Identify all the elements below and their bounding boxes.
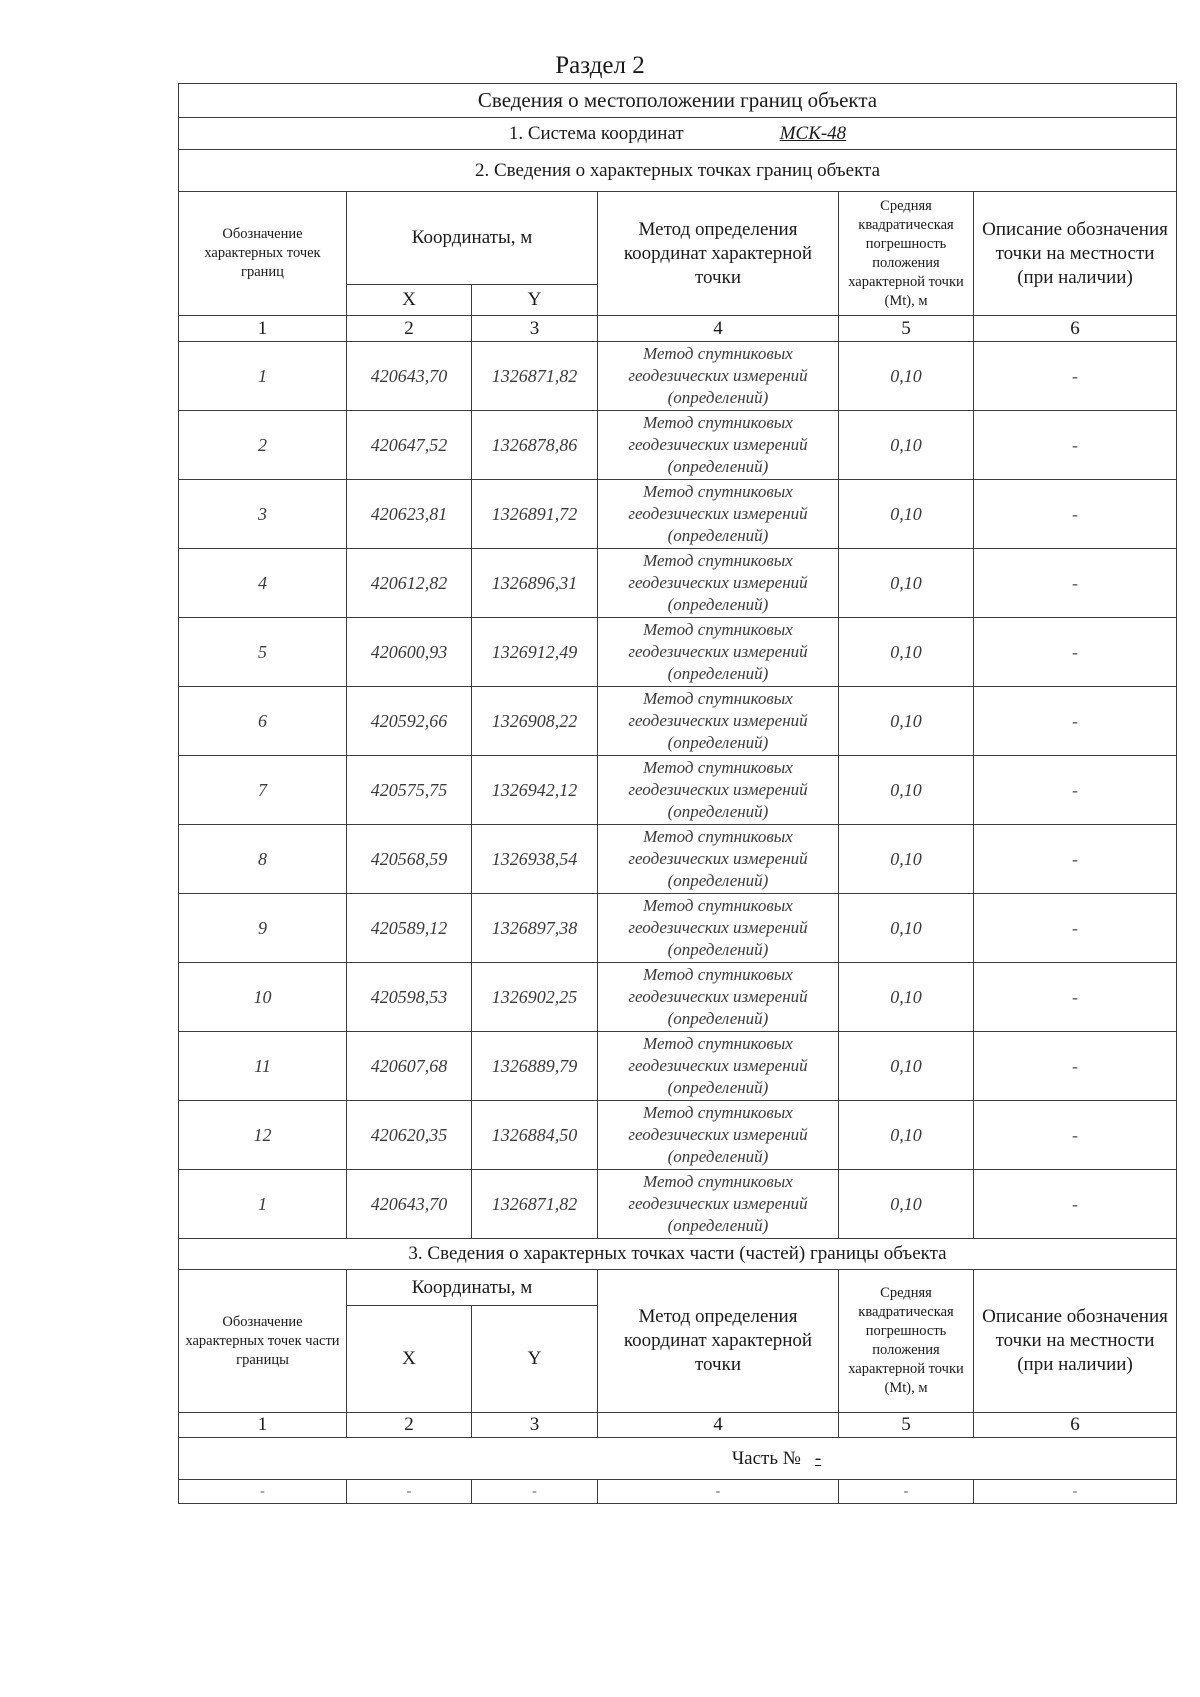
parts-header-y: Y (472, 1306, 598, 1413)
table-row (179, 756, 1177, 825)
table-row (179, 549, 1177, 618)
point-y-cell: 1326871,82 (472, 1170, 598, 1239)
part-empty-cell: - (974, 1480, 1177, 1504)
point-description-cell: - (974, 549, 1177, 618)
table-row (179, 894, 1177, 963)
point-description-cell: - (974, 963, 1177, 1032)
point-method-cell: Метод спутниковых геодезических измерений (определений) (598, 342, 839, 411)
column-number: 3 (472, 1413, 598, 1438)
parts-header-description: Описание обозначения точки на местности (при наличии) (974, 1270, 1177, 1413)
point-error-cell: 0,10 (839, 1170, 974, 1239)
point-method-cell: Метод спутниковых геодезических измерений (определений) (598, 480, 839, 549)
coord-system-value: МСК-48 (779, 122, 847, 144)
header-error: Средняя квадратическая погрешность положения характерной точки (Mt), м (839, 192, 974, 316)
point-error-cell: 0,10 (839, 480, 974, 549)
point-x-cell: 420643,70 (347, 1170, 472, 1239)
header-description: Описание обозначения точки на местности (при наличии) (974, 192, 1177, 316)
table-title-row (179, 84, 1177, 118)
parts-header-designation: Обозначение характерных точек части границы (179, 1270, 347, 1413)
part-number-row (179, 1438, 1177, 1480)
column-number: 6 (974, 316, 1177, 342)
point-id-cell: 9 (179, 894, 347, 963)
point-y-cell: 1326889,79 (472, 1032, 598, 1101)
point-x-cell: 420607,68 (347, 1032, 472, 1101)
point-id-cell: 3 (179, 480, 347, 549)
point-description-cell: - (974, 1170, 1177, 1239)
table-row (179, 687, 1177, 756)
point-id-cell: 11 (179, 1032, 347, 1101)
point-y-cell: 1326942,12 (472, 756, 598, 825)
point-error-cell: 0,10 (839, 756, 974, 825)
point-id-cell: 5 (179, 618, 347, 687)
point-method-cell: Метод спутниковых геодезических измерений (определений) (598, 1032, 839, 1101)
point-y-cell: 1326878,86 (472, 411, 598, 480)
column-number: 5 (839, 1413, 974, 1438)
point-method-cell: Метод спутниковых геодезических измерений (определений) (598, 618, 839, 687)
point-method-cell: Метод спутниковых геодезических измерений (определений) (598, 963, 839, 1032)
point-description-cell: - (974, 342, 1177, 411)
table-row (179, 411, 1177, 480)
point-y-cell: 1326871,82 (472, 342, 598, 411)
point-description-cell: - (974, 411, 1177, 480)
boundary-table (178, 83, 1177, 1504)
point-method-cell: Метод спутниковых геодезических измерений (определений) (598, 549, 839, 618)
point-y-cell: 1326897,38 (472, 894, 598, 963)
header-row (179, 192, 1177, 285)
point-y-cell: 1326896,31 (472, 549, 598, 618)
point-method-cell: Метод спутниковых геодезических измерений (определений) (598, 756, 839, 825)
parts-section-row (179, 1239, 1177, 1270)
section-title: Раздел 2 (555, 52, 645, 79)
table-row (179, 342, 1177, 411)
point-description-cell: - (974, 687, 1177, 756)
parts-section-title: 3. Сведения о характерных точках части (частей) границы объекта (179, 1239, 1177, 1270)
parts-header-coordinates: Координаты, м (347, 1270, 598, 1306)
part-empty-cell: - (839, 1480, 974, 1504)
point-method-cell: Метод спутниковых геодезических измерений (определений) (598, 687, 839, 756)
point-x-cell: 420592,66 (347, 687, 472, 756)
point-error-cell: 0,10 (839, 618, 974, 687)
point-description-cell: - (974, 480, 1177, 549)
point-description-cell: - (974, 1101, 1177, 1170)
parts-header-method: Метод определения координат характерной точки (598, 1270, 839, 1413)
parts-header-error: Средняя квадратическая погрешность положения характерной точки (Mt), м (839, 1270, 974, 1413)
column-number: 1 (179, 1413, 347, 1438)
point-y-cell: 1326908,22 (472, 687, 598, 756)
point-x-cell: 420575,75 (347, 756, 472, 825)
point-x-cell: 420568,59 (347, 825, 472, 894)
table-row (179, 480, 1177, 549)
point-description-cell: - (974, 825, 1177, 894)
column-number: 4 (598, 316, 839, 342)
column-number: 1 (179, 316, 347, 342)
point-x-cell: 420620,35 (347, 1101, 472, 1170)
point-y-cell: 1326902,25 (472, 963, 598, 1032)
points-section-title: 2. Сведения о характерных точках границ объекта (179, 150, 1177, 192)
point-id-cell: 12 (179, 1101, 347, 1170)
point-x-cell: 420600,93 (347, 618, 472, 687)
part-empty-row (179, 1480, 1177, 1504)
table-row (179, 825, 1177, 894)
part-number-value: - (814, 1447, 822, 1469)
point-id-cell: 1 (179, 1170, 347, 1239)
coord-system-row (179, 118, 1177, 150)
point-description-cell: - (974, 756, 1177, 825)
point-error-cell: 0,10 (839, 825, 974, 894)
parts-column-numbers-row (179, 1413, 1177, 1438)
point-error-cell: 0,10 (839, 342, 974, 411)
point-error-cell: 0,10 (839, 1101, 974, 1170)
header-x: X (347, 285, 472, 316)
point-method-cell: Метод спутниковых геодезических измерений (определений) (598, 411, 839, 480)
point-id-cell: 2 (179, 411, 347, 480)
points-body (179, 342, 1177, 1239)
point-error-cell: 0,10 (839, 894, 974, 963)
column-number: 2 (347, 1413, 472, 1438)
point-x-cell: 420647,52 (347, 411, 472, 480)
point-id-cell: 4 (179, 549, 347, 618)
column-number: 5 (839, 316, 974, 342)
column-number: 2 (347, 316, 472, 342)
column-number: 6 (974, 1413, 1177, 1438)
point-error-cell: 0,10 (839, 411, 974, 480)
point-x-cell: 420643,70 (347, 342, 472, 411)
point-y-cell: 1326884,50 (472, 1101, 598, 1170)
point-x-cell: 420589,12 (347, 894, 472, 963)
parts-header-row (179, 1270, 1177, 1306)
part-empty-cell: - (347, 1480, 472, 1504)
point-error-cell: 0,10 (839, 549, 974, 618)
column-numbers-row (179, 316, 1177, 342)
point-description-cell: - (974, 894, 1177, 963)
point-id-cell: 7 (179, 756, 347, 825)
point-id-cell: 1 (179, 342, 347, 411)
point-error-cell: 0,10 (839, 687, 974, 756)
point-method-cell: Метод спутниковых геодезических измерений (определений) (598, 894, 839, 963)
point-y-cell: 1326938,54 (472, 825, 598, 894)
point-y-cell: 1326912,49 (472, 618, 598, 687)
point-description-cell: - (974, 1032, 1177, 1101)
header-designation: Обозначение характерных точек границ (179, 192, 347, 316)
point-method-cell: Метод спутниковых геодезических измерений (определений) (598, 1170, 839, 1239)
column-number: 3 (472, 316, 598, 342)
header-coordinates: Координаты, м (347, 192, 598, 285)
table-row (179, 1032, 1177, 1101)
table-row (179, 1170, 1177, 1239)
part-empty-cell: - (598, 1480, 839, 1504)
part-empty-cell: - (179, 1480, 347, 1504)
point-error-cell: 0,10 (839, 1032, 974, 1101)
point-error-cell: 0,10 (839, 963, 974, 1032)
part-empty-cell: - (472, 1480, 598, 1504)
parts-header-x: X (347, 1306, 472, 1413)
table-title: Сведения о местоположении границ объекта (179, 84, 1177, 118)
header-method: Метод определения координат характерной точки (598, 192, 839, 316)
point-id-cell: 8 (179, 825, 347, 894)
column-number: 4 (598, 1413, 839, 1438)
coord-system-label: 1. Система координат (508, 122, 684, 144)
point-method-cell: Метод спутниковых геодезических измерений (определений) (598, 825, 839, 894)
point-id-cell: 10 (179, 963, 347, 1032)
point-description-cell: - (974, 618, 1177, 687)
point-x-cell: 420598,53 (347, 963, 472, 1032)
header-y: Y (472, 285, 598, 316)
part-number-label: Часть № (731, 1447, 801, 1469)
points-section-row (179, 150, 1177, 192)
table-row (179, 963, 1177, 1032)
table-row (179, 1101, 1177, 1170)
point-method-cell: Метод спутниковых геодезических измерений (определений) (598, 1101, 839, 1170)
point-y-cell: 1326891,72 (472, 480, 598, 549)
table-row (179, 618, 1177, 687)
point-x-cell: 420612,82 (347, 549, 472, 618)
point-x-cell: 420623,81 (347, 480, 472, 549)
point-id-cell: 6 (179, 687, 347, 756)
